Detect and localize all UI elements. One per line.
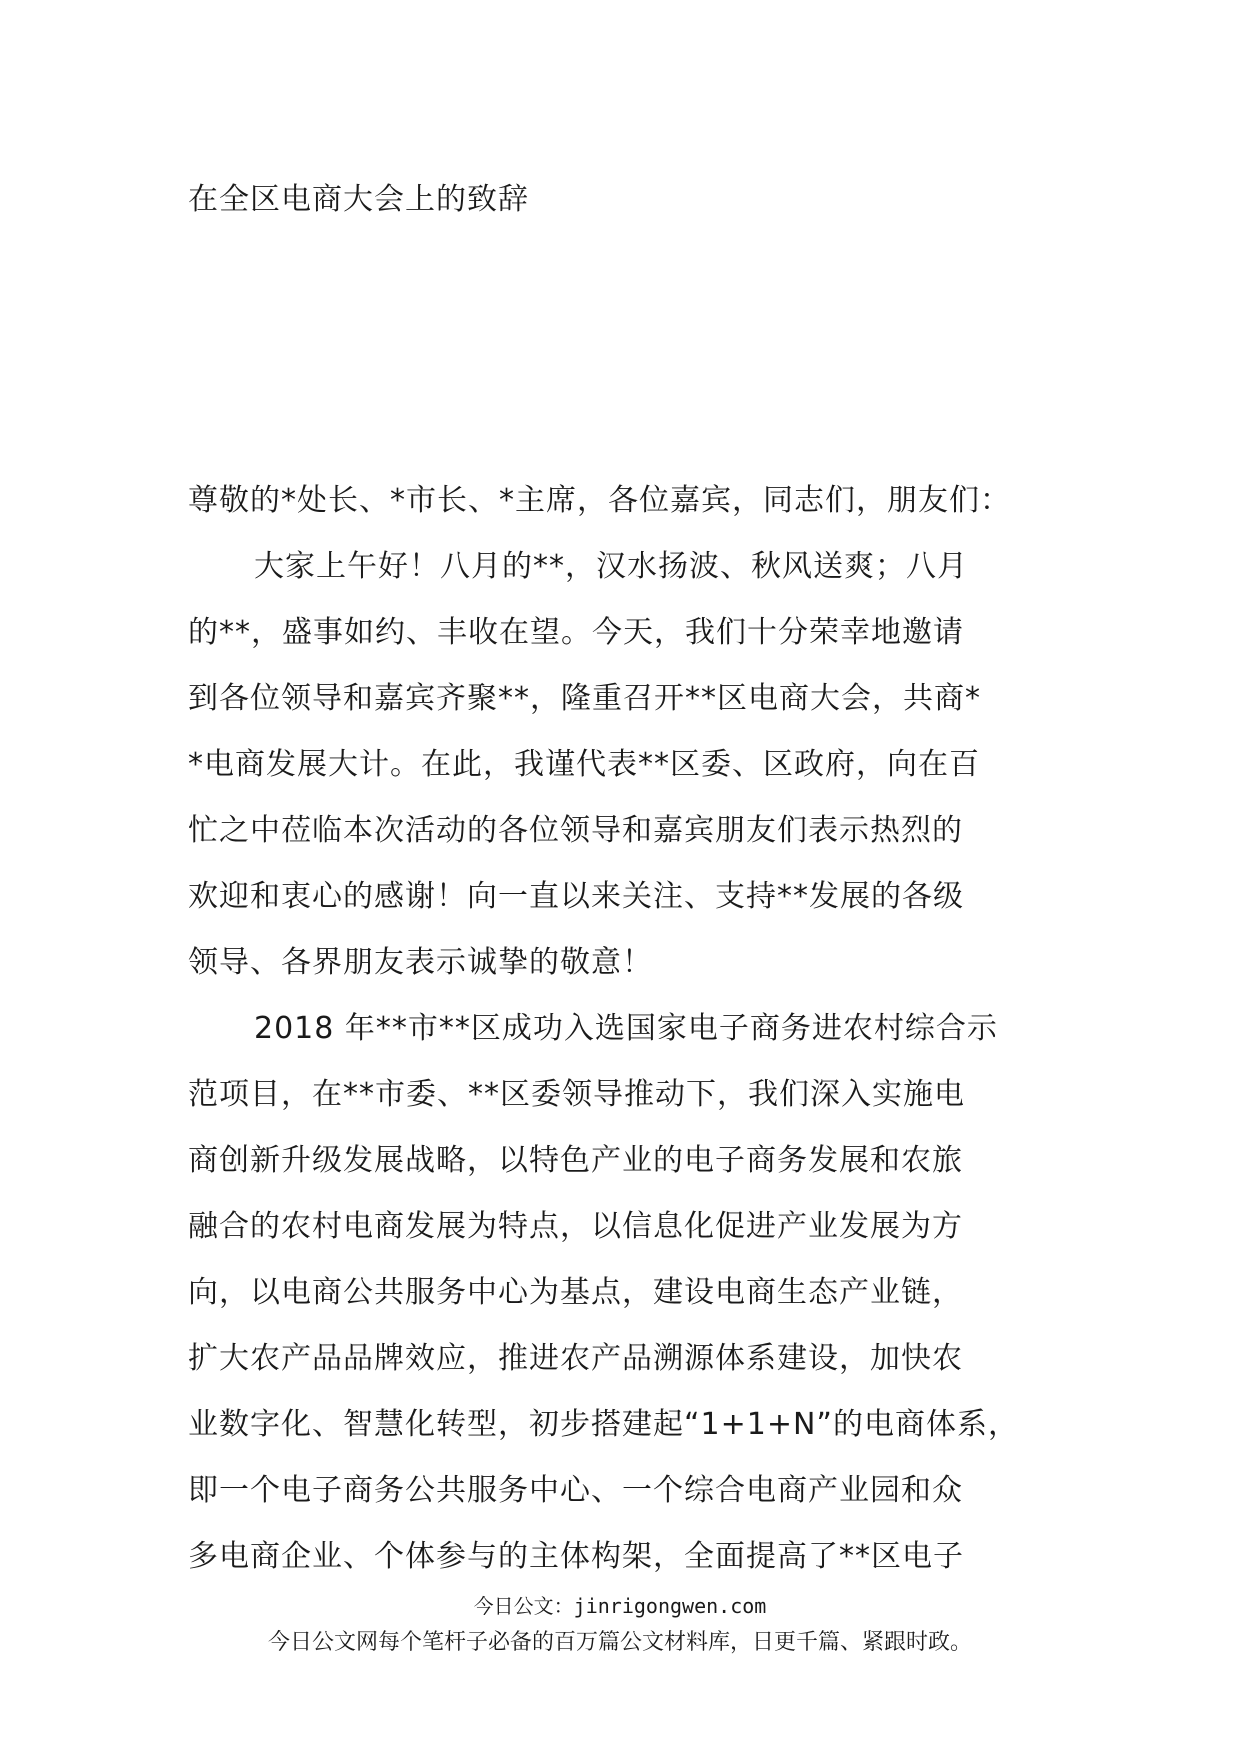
footer-slogan: 今日公文网每个笔杆子必备的百万篇公文材料库，日更千篇、紧跟时政。: [267, 1630, 972, 1655]
paragraph-1-line: 大家上午好！八月的**，汉水扬波、秋风送爽；八月: [254, 549, 968, 584]
paragraph-2-line: 向，以电商公共服务中心为基点，建设电商生态产业链，: [188, 1275, 963, 1310]
footer-site-link[interactable]: jinrigongwen.com: [573, 1594, 767, 1618]
paragraph-1-line: 领导、各界朋友表示诚挚的敬意！: [188, 945, 653, 980]
paragraph-2-line: 融合的农村电商发展为特点，以信息化促进产业发展为方: [188, 1209, 963, 1244]
paragraph-1-line: *电商发展大计。在此，我谨代表**区委、区政府，向在百: [188, 747, 980, 782]
paragraph-1-line: 忙之中莅临本次活动的各位领导和嘉宾朋友们表示热烈的: [188, 813, 963, 848]
paragraph-2-line: 业数字化、智慧化转型，初步搭建起“1+1+N”的电商体系，: [188, 1407, 1019, 1442]
footer-site-line: [0, 1593, 1240, 1619]
footer-site-label: 今日公文：: [473, 1594, 574, 1618]
paragraph-2-line: 2018 年**市**区成功入选国家电子商务进农村综合示: [254, 1011, 998, 1046]
paragraph-2-line: 扩大农产品品牌效应，推进农产品溯源体系建设，加快农: [188, 1341, 963, 1376]
paragraph-1-line: 欢迎和衷心的感谢！向一直以来关注、支持**发展的各级: [188, 879, 964, 914]
paragraph-1-line: 的**，盛事如约、丰收在望。今天，我们十分荣幸地邀请: [188, 615, 964, 650]
document-title: 在全区电商大会上的致辞: [188, 182, 529, 217]
paragraph-2-line: 多电商企业、个体参与的主体构架，全面提高了**区电子: [188, 1539, 964, 1574]
paragraph-1-line: 到各位领导和嘉宾齐聚**，隆重召开**区电商大会，共商*: [188, 681, 981, 716]
paragraph-2-line: 即一个电子商务公共服务中心、一个综合电商产业园和众: [188, 1473, 963, 1508]
salutation: 尊敬的*处长、*市长、*主席，各位嘉宾，同志们，朋友们：: [188, 483, 1011, 518]
paragraph-2-line: 范项目，在**市委、**区委领导推动下，我们深入实施电: [188, 1077, 965, 1112]
paragraph-2-line: 商创新升级发展战略，以特色产业的电子商务发展和农旅: [188, 1143, 963, 1178]
